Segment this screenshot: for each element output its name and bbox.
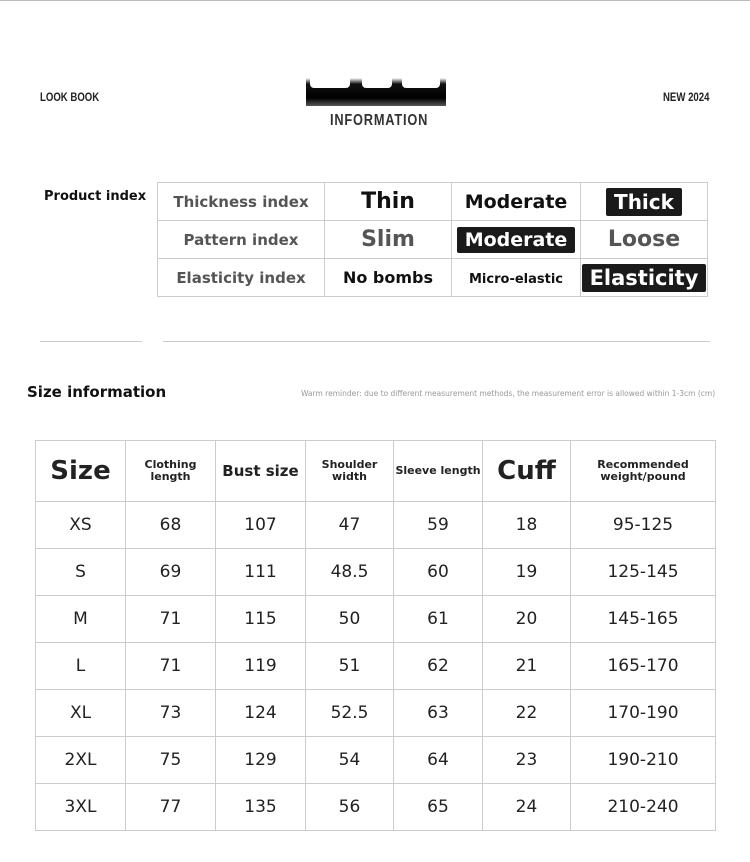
table-cell: 48.5 <box>306 549 394 596</box>
option-text: Micro-elastic <box>469 272 563 287</box>
table-cell: S <box>36 549 126 596</box>
column-header: Clothing length <box>126 441 216 502</box>
table-cell: XL <box>36 690 126 737</box>
table-cell: 59 <box>394 502 483 549</box>
table-row <box>36 784 716 831</box>
table-cell: XS <box>36 502 126 549</box>
option-text: Moderate <box>464 190 568 213</box>
table-cell: 68 <box>126 502 216 549</box>
table-cell: 107 <box>216 502 306 549</box>
divider <box>40 341 142 342</box>
warm-reminder: Warm reminder: due to different measurement methods, the measurement error is allowed within 1-3cm (cm) <box>301 389 716 398</box>
table-cell: 47 <box>306 502 394 549</box>
selected-option: Moderate <box>457 227 576 253</box>
option-text: Loose <box>607 227 681 252</box>
table-cell: 62 <box>394 643 483 690</box>
table-row <box>36 690 716 737</box>
look-book-label: LOOK BOOK <box>40 90 100 104</box>
index-option <box>581 221 708 259</box>
new-2024-label: NEW 2024 <box>663 90 710 104</box>
table-cell: 71 <box>126 596 216 643</box>
table-cell: 64 <box>394 737 483 784</box>
top-border <box>0 0 750 1</box>
table-cell: 95-125 <box>571 502 716 549</box>
table-cell: 129 <box>216 737 306 784</box>
table-cell: 165-170 <box>571 643 716 690</box>
table-cell: 170-190 <box>571 690 716 737</box>
index-label: Elasticity index <box>158 259 325 297</box>
product-index-row <box>158 221 708 259</box>
product-index-row <box>158 259 708 297</box>
index-option <box>452 221 581 259</box>
index-option <box>581 183 708 221</box>
table-cell: 50 <box>306 596 394 643</box>
table-cell: 22 <box>483 690 571 737</box>
table-row <box>36 502 716 549</box>
table-cell: 19 <box>483 549 571 596</box>
table-cell: 124 <box>216 690 306 737</box>
index-option <box>452 259 581 297</box>
logo-banner <box>306 66 446 106</box>
header-row <box>36 441 716 502</box>
table-cell: 52.5 <box>306 690 394 737</box>
table-cell: 54 <box>306 737 394 784</box>
product-index-title: Product index <box>44 189 147 204</box>
table-cell: 56 <box>306 784 394 831</box>
index-option <box>581 259 708 297</box>
option-text: Slim <box>361 227 415 252</box>
table-cell: 24 <box>483 784 571 831</box>
table-cell: 145-165 <box>571 596 716 643</box>
column-header: Cuff <box>483 441 571 502</box>
column-header: Shoulder width <box>306 441 394 502</box>
table-row <box>36 737 716 784</box>
table-row <box>36 549 716 596</box>
table-cell: 69 <box>126 549 216 596</box>
column-header: Bust size <box>216 441 306 502</box>
index-option <box>325 221 452 259</box>
table-cell: 60 <box>394 549 483 596</box>
table-cell: 2XL <box>36 737 126 784</box>
table-cell: 77 <box>126 784 216 831</box>
product-index-row <box>158 183 708 221</box>
table-cell: 135 <box>216 784 306 831</box>
table-row <box>36 596 716 643</box>
table-cell: 71 <box>126 643 216 690</box>
table-cell: 20 <box>483 596 571 643</box>
size-information-title: Size information <box>27 383 167 401</box>
information-subtitle: INFORMATION <box>330 112 429 129</box>
table-cell: 63 <box>394 690 483 737</box>
table-cell: 75 <box>126 737 216 784</box>
table-cell: 210-240 <box>571 784 716 831</box>
table-cell: 3XL <box>36 784 126 831</box>
table-cell: 18 <box>483 502 571 549</box>
table-cell: M <box>36 596 126 643</box>
table-cell: 73 <box>126 690 216 737</box>
table-cell: 125-145 <box>571 549 716 596</box>
selected-option: Thick <box>606 188 682 216</box>
index-option <box>452 183 581 221</box>
table-cell: 190-210 <box>571 737 716 784</box>
size-table <box>35 440 716 831</box>
index-option <box>325 183 452 221</box>
index-label: Pattern index <box>158 221 325 259</box>
index-option <box>325 259 452 297</box>
table-cell: 61 <box>394 596 483 643</box>
table-cell: 119 <box>216 643 306 690</box>
table-cell: 51 <box>306 643 394 690</box>
table-cell: 21 <box>483 643 571 690</box>
option-text: Thin <box>361 189 415 214</box>
index-label: Thickness index <box>158 183 325 221</box>
table-cell: 111 <box>216 549 306 596</box>
option-text: No bombs <box>342 268 434 287</box>
table-cell: L <box>36 643 126 690</box>
column-header: Recommended weight/pound <box>571 441 716 502</box>
column-header: Sleeve length <box>394 441 483 502</box>
table-cell: 65 <box>394 784 483 831</box>
table-cell: 23 <box>483 737 571 784</box>
column-header: Size <box>36 441 126 502</box>
table-row <box>36 643 716 690</box>
table-cell: 115 <box>216 596 306 643</box>
selected-option: Elasticity <box>582 264 707 292</box>
divider <box>163 341 710 342</box>
product-index-table <box>157 182 708 297</box>
